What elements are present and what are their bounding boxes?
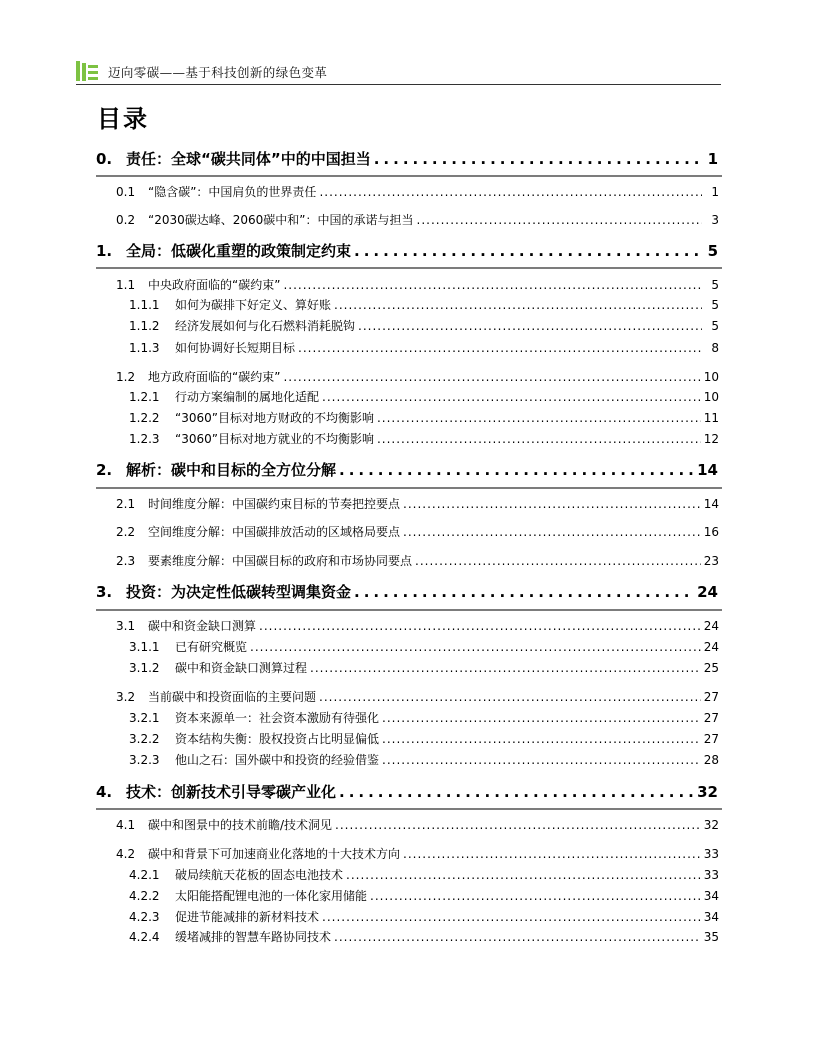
- dot-leader: [382, 732, 701, 746]
- toc-entry-number: 2.: [96, 461, 113, 479]
- toc-entry-page: 27: [703, 690, 719, 704]
- toc-entry-number: 1.1: [116, 278, 136, 292]
- toc-entry-label: 行动方案编制的属地化适配: [175, 390, 320, 404]
- toc-entry-label: 中央政府面临的“碳约束”: [148, 278, 281, 292]
- section-divider: [96, 808, 722, 810]
- toc-entry-page: 24: [703, 619, 719, 633]
- toc-entry-label: 投资：为决定性低碳转型调集资金: [126, 583, 352, 601]
- dot-leader: [319, 185, 702, 199]
- toc-entry-number: 1.: [96, 242, 113, 260]
- toc-entry-level3[interactable]: [129, 339, 719, 357]
- dot-leader: [403, 847, 701, 861]
- toc-entry-label: 要素维度分解：中国碳目标的政府和市场协同要点: [148, 554, 413, 568]
- toc-entry-number: 1.1.3: [129, 341, 160, 355]
- dot-leader: [358, 319, 702, 333]
- toc-entry-page: 1: [707, 150, 718, 168]
- toc-entry-number: 4.2.4: [129, 930, 160, 944]
- toc-entry-page: 34: [703, 889, 719, 903]
- dot-leader: [339, 461, 694, 479]
- toc-entry-page: 24: [697, 583, 718, 601]
- toc-entry-level3[interactable]: [129, 866, 719, 884]
- dot-leader: [417, 213, 702, 227]
- toc-entry-level1[interactable]: [96, 459, 718, 485]
- toc-entry-level3[interactable]: [129, 659, 719, 677]
- toc-entry-level3[interactable]: [129, 430, 719, 448]
- toc-entry-label: 破局续航天花板的固态电池技术: [175, 868, 344, 882]
- dot-leader: [310, 661, 701, 675]
- toc-entry-level2[interactable]: [116, 211, 719, 229]
- toc-entry-page: 5: [707, 242, 718, 260]
- toc-entry-label: 如何协调好长短期目标: [175, 341, 296, 355]
- toc-entry-page: 35: [703, 930, 719, 944]
- toc-entry-page: 11: [703, 411, 719, 425]
- toc-entry-number: 4.1: [116, 818, 136, 832]
- toc-entry-number: 1.2.1: [129, 390, 160, 404]
- toc-entry-number: 1.2.3: [129, 432, 160, 446]
- section-divider: [96, 267, 722, 269]
- header-title: 迈向零碳——基于科技创新的绿色变革: [108, 65, 328, 80]
- toc-entry-page: 16: [703, 525, 719, 539]
- toc-entry-number: 3.: [96, 583, 113, 601]
- dot-leader: [382, 711, 701, 725]
- toc-entry-page: 32: [697, 783, 718, 801]
- dot-leader: [354, 242, 701, 260]
- dot-leader: [298, 341, 702, 355]
- dot-leader: [346, 868, 701, 882]
- dot-leader: [319, 690, 701, 704]
- toc-entry-level3[interactable]: [129, 296, 719, 314]
- toc-entry-level3[interactable]: [129, 908, 719, 926]
- toc-entry-level2[interactable]: [116, 523, 719, 541]
- toc-entry-page: 12: [703, 432, 719, 446]
- dot-leader: [339, 783, 694, 801]
- toc-entry-page: 14: [697, 461, 718, 479]
- dot-leader: [382, 753, 701, 767]
- toc-entry-level3[interactable]: [129, 751, 719, 769]
- toc-entry-label: “隐含碳”：中国肩负的世界责任: [148, 185, 317, 199]
- toc-entry-level2[interactable]: [116, 617, 719, 635]
- toc-entry-label: 他山之石：国外碳中和投资的经验借鉴: [175, 753, 380, 767]
- toc-entry-label: 全局：低碳化重塑的政策制定约束: [126, 242, 352, 260]
- toc-entry-label: 太阳能搭配锂电池的一体化家用储能: [175, 889, 368, 903]
- dot-leader: [354, 583, 694, 601]
- toc-entry-level3[interactable]: [129, 887, 719, 905]
- toc-entry-level3[interactable]: [129, 317, 719, 335]
- toc-entry-level2[interactable]: [116, 368, 719, 386]
- toc-entry-label: 当前碳中和投资面临的主要问题: [148, 690, 317, 704]
- toc-entry-level3[interactable]: [129, 388, 719, 406]
- toc-entry-number: 3.1.2: [129, 661, 160, 675]
- section-divider: [96, 175, 722, 177]
- dot-leader: [415, 554, 701, 568]
- toc-entry-label: “3060”目标对地方就业的不均衡影响: [175, 432, 374, 446]
- toc-entry-number: 0.2: [116, 213, 136, 227]
- toc-entry-label: “2030碳达峰、2060碳中和”：中国的承诺与担当: [148, 213, 414, 227]
- toc-entry-label: 碳中和资金缺口测算: [148, 619, 257, 633]
- toc-entry-page: 33: [703, 868, 719, 882]
- toc-entry-label: 经济发展如何与化石燃料消耗脱钩: [175, 319, 356, 333]
- toc-entry-number: 4.2: [116, 847, 136, 861]
- toc-entry-page: 5: [711, 319, 719, 333]
- toc-entry-level1[interactable]: [96, 240, 718, 266]
- toc-entry-label: 解析：碳中和目标的全方位分解: [126, 461, 337, 479]
- toc-entry-page: 23: [703, 554, 719, 568]
- toc-entry-label: 碳中和背景下可加速商业化落地的十大技术方向: [148, 847, 401, 861]
- toc-entry-level3[interactable]: [129, 730, 719, 748]
- toc-entry-page: 34: [703, 910, 719, 924]
- toc-entry-level2[interactable]: [116, 276, 719, 294]
- toc-entry-page: 1: [711, 185, 719, 199]
- toc-entry-number: 1.2: [116, 370, 136, 384]
- dot-leader: [377, 411, 701, 425]
- toc-entry-number: 0.: [96, 150, 113, 168]
- section-divider: [96, 609, 722, 611]
- toc-entry-page: 3: [711, 213, 719, 227]
- dot-leader: [259, 619, 701, 633]
- toc-entry-number: 2.1: [116, 497, 136, 511]
- toc-entry-number: 2.3: [116, 554, 136, 568]
- dot-leader: [322, 910, 701, 924]
- dot-leader: [377, 432, 701, 446]
- toc-entry-page: 10: [703, 370, 719, 384]
- dot-leader: [370, 889, 701, 903]
- toc-entry-page: 27: [703, 732, 719, 746]
- dot-leader: [250, 640, 701, 654]
- toc-entry-page: 27: [703, 711, 719, 725]
- toc-entry-number: 0.1: [116, 185, 136, 199]
- toc-entry-page: 32: [703, 818, 719, 832]
- dot-leader: [374, 150, 701, 168]
- toc-entry-level3[interactable]: [129, 928, 719, 946]
- toc-entry-level3[interactable]: [129, 638, 719, 656]
- dot-leader: [283, 278, 702, 292]
- dot-leader: [322, 390, 701, 404]
- toc-entry-number: 3.1.1: [129, 640, 160, 654]
- toc-entry-label: 时间维度分解：中国碳约束目标的节奏把控要点: [148, 497, 401, 511]
- toc-entry-page: 14: [703, 497, 719, 511]
- toc-entry-level2[interactable]: [116, 183, 719, 201]
- toc-entry-number: 1.1.1: [129, 298, 160, 312]
- toc-entry-level2[interactable]: [116, 816, 719, 834]
- toc-entry-number: 3.2.2: [129, 732, 160, 746]
- section-divider: [96, 487, 722, 489]
- toc-entry-level3[interactable]: [129, 709, 719, 727]
- toc-entry-label: 技术：创新技术引导零碳产业化: [126, 783, 337, 801]
- toc-entry-number: 3.1: [116, 619, 136, 633]
- toc-entry-label: 碳中和图景中的技术前瞻/技术洞见: [148, 818, 333, 832]
- toc-entry-level1[interactable]: [96, 781, 718, 807]
- toc-entry-level2[interactable]: [116, 845, 719, 863]
- toc-entry-page: 24: [703, 640, 719, 654]
- toc-entry-label: 空间维度分解：中国碳排放活动的区域格局要点: [148, 525, 401, 539]
- toc-entry-number: 2.2: [116, 525, 136, 539]
- toc-entry-label: 已有研究概览: [175, 640, 248, 654]
- toc-entry-label: 责任：全球“碳共同体”中的中国担当: [126, 150, 371, 168]
- toc-entry-number: 3.2.1: [129, 711, 160, 725]
- toc-entry-level3[interactable]: [129, 409, 719, 427]
- dot-leader: [334, 298, 702, 312]
- toc-entry-number: 4.2.3: [129, 910, 160, 924]
- toc-entry-level2[interactable]: [116, 552, 719, 570]
- toc-entry-level2[interactable]: [116, 495, 719, 513]
- toc-entry-number: 4.2.1: [129, 868, 160, 882]
- dot-leader: [403, 525, 701, 539]
- toc-entry-page: 8: [711, 341, 719, 355]
- toc-entry-page: 33: [703, 847, 719, 861]
- toc-entry-label: 地方政府面临的“碳约束”: [148, 370, 281, 384]
- toc-entry-label: 促进节能减排的新材料技术: [175, 910, 320, 924]
- toc-entry-page: 28: [703, 753, 719, 767]
- dot-leader: [283, 370, 700, 384]
- toc-entry-label: “3060”目标对地方财政的不均衡影响: [175, 411, 374, 425]
- toc-entry-number: 1.2.2: [129, 411, 160, 425]
- toc-entry-number: 3.2: [116, 690, 136, 704]
- toc-entry-label: 碳中和资金缺口测算过程: [175, 661, 308, 675]
- toc-entry-level1[interactable]: [96, 581, 718, 607]
- toc-title: 目录: [97, 105, 149, 133]
- toc-entry-page: 5: [711, 278, 719, 292]
- toc-entry-level2[interactable]: [116, 688, 719, 706]
- toc-entry-number: 1.1.2: [129, 319, 160, 333]
- toc-entry-page: 10: [703, 390, 719, 404]
- toc-entry-number: 3.2.3: [129, 753, 160, 767]
- toc-entry-label: 资本结构失衡：股权投资占比明显偏低: [175, 732, 380, 746]
- toc-entry-number: 4.: [96, 783, 113, 801]
- toc-entry-page: 5: [711, 298, 719, 312]
- toc-entry-label: 资本来源单一：社会资本激励有待强化: [175, 711, 380, 725]
- toc-entry-number: 4.2.2: [129, 889, 160, 903]
- toc-entry-label: 缓堵减排的智慧车路协同技术: [175, 930, 332, 944]
- dot-leader: [335, 818, 701, 832]
- toc-entry-level1[interactable]: [96, 148, 718, 174]
- toc-entry-label: 如何为碳排下好定义、算好账: [175, 298, 332, 312]
- dot-leader: [403, 497, 701, 511]
- dot-leader: [334, 930, 701, 944]
- toc-entry-page: 25: [703, 661, 719, 675]
